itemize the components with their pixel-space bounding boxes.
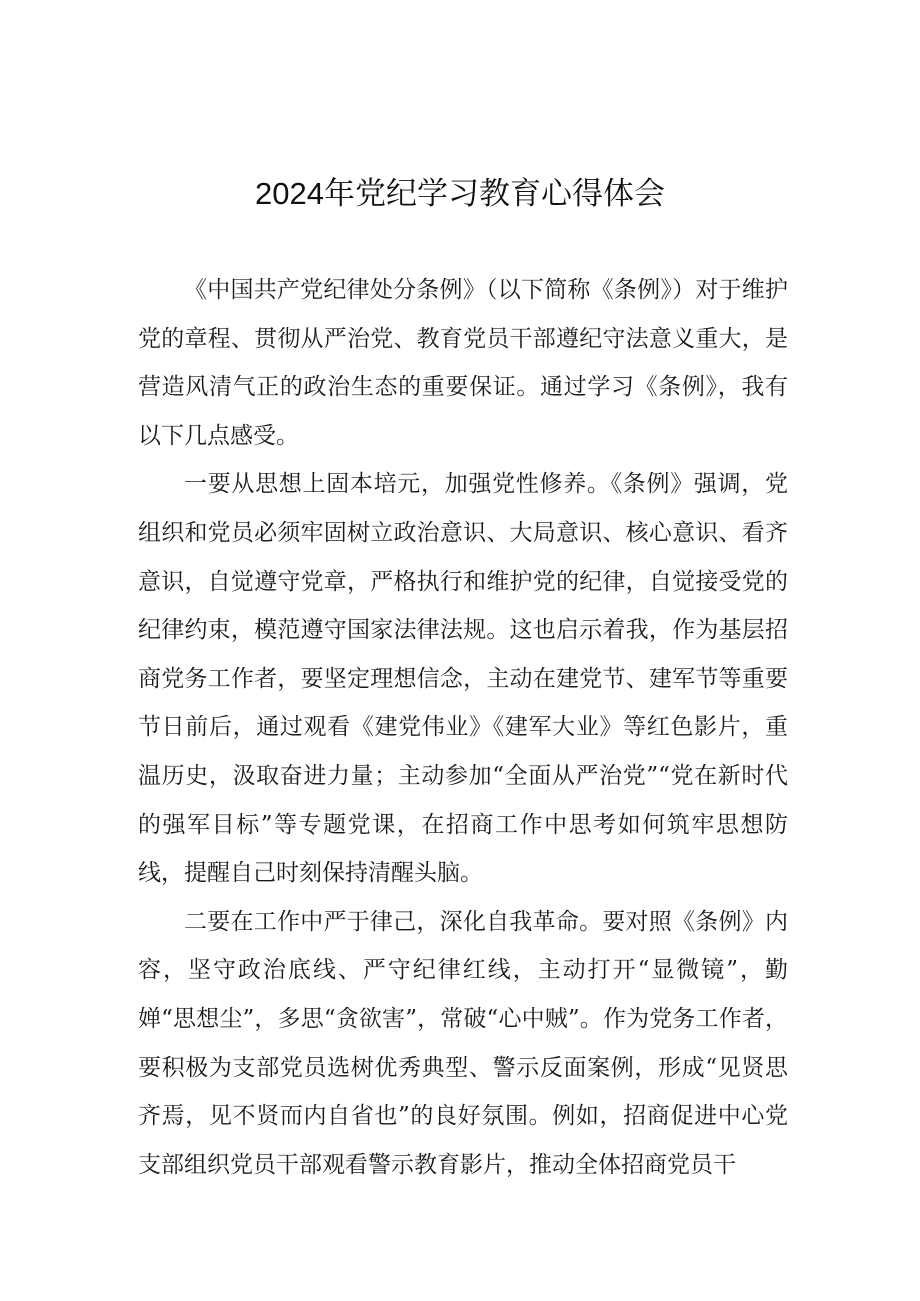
paragraph-intro: 《中国共产党纪律处分条例》（以下简称《条例》）对于维护党的章程、贯彻从严治党、教育党员干部遵纪守法意义重大，是营造风清气正的政治生态的重要保证。通过学习《条例》，我有以下几点感受。 xyxy=(138,277,788,449)
document-title: 2024年党纪学习教育心得体会 xyxy=(255,176,665,211)
paragraph-point-one: 一要从思想上固本培元，加强党性修养。《条例》强调，党组织和党员必须牢固树立政治意识、大局意识、核心意识、看齐意识，自觉遵守党章，严格执行和维护党的纪律，自觉接受党的纪律约束，模范遵守国家法律法规。这也启示着我，作为基层招商党务工作者，要坚定理想信念，主动在建党节、建军节等重要节日前后，通过观看《建党伟业》《建军大业》等红色影片，重温历史，汲取奋进力量；主动参加“全面从严治党”“党在新时代的强军目标”等专题党课，在招商工作中思考如何筑牢思想防线，提醒自己时刻保持清醒头脑。 xyxy=(138,471,788,887)
document-body xyxy=(138,266,788,1189)
paragraph-point-two: 二要在工作中严于律己，深化自我革命。要对照《条例》内容，坚守政治底线、严守纪律红线，主动打开“显微镜”，勤婵“思想尘”，多思“贪欲害”，常破“心中贼”。作为党务工作者，要积极为支部党员选树优秀典型、警示反面案例，形成“见贤思齐焉，见不贤而内自省也”的良好氛围。例如，招商促进中心党支部组织党员干部观看警示教育影片，推动全体招商党员干 xyxy=(138,908,788,1178)
